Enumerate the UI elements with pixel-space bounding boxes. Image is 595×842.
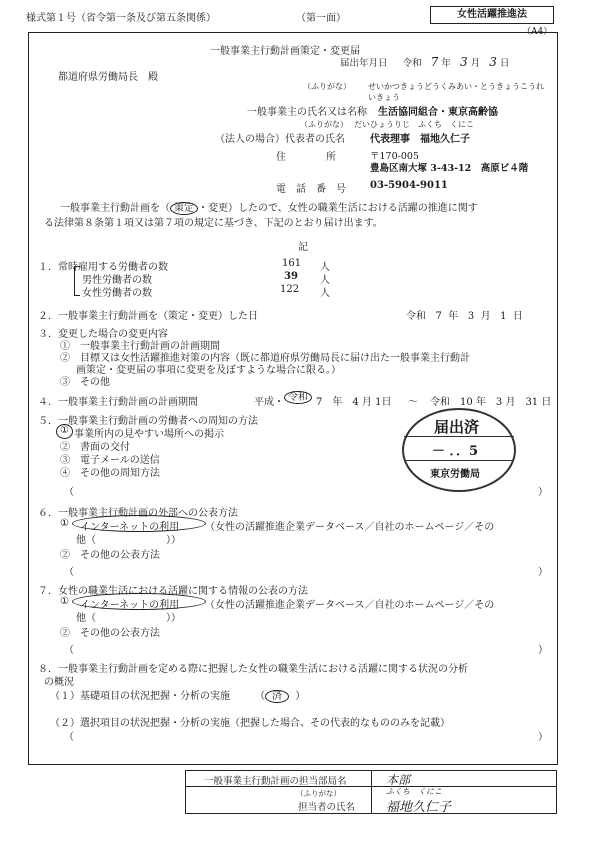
sec5-open-paren: （ <box>64 487 74 498</box>
intro-line-1 <box>60 199 478 215</box>
submit-date-year: 7 <box>430 55 439 69</box>
sec8-item1-value: 済 <box>265 690 289 703</box>
contact-name: 福地久仁子 <box>386 800 452 815</box>
sec2-d: 日 <box>512 311 523 322</box>
sec4-era1: 平成・ <box>254 397 284 408</box>
sec5-item3: ③ 電子メールの送信 <box>60 455 160 466</box>
sec2-month: 3 <box>467 311 475 322</box>
sec4-start: 7 年 4 月 1日 <box>316 397 392 408</box>
sec6-item1-no: ① <box>60 518 69 529</box>
sec8-open-paren: （ <box>64 732 74 743</box>
intro-line-2: る法律第８条第１項又は第７項の規定に基づき、下記のとおり届け出ます。 <box>44 218 383 229</box>
sec2-day: 1 <box>500 311 507 322</box>
sec2-m: 月 <box>480 311 491 322</box>
sec7-item1-other: 他（ ）） <box>76 613 181 624</box>
rep-kana: だいひょうりじ ふくち くにこ <box>354 120 474 129</box>
stamp-top-text: 届出済 <box>434 418 480 436</box>
sec7-open-paren: （ <box>64 645 74 656</box>
sec6-label: ６．一般事業主行動計画の外部への公表方法 <box>38 508 238 519</box>
sec6-item1: インターネットの利用 <box>80 522 180 533</box>
sec8-label: ８．一般事業主行動計画を定める際に把握した女性の職業生活における活躍に関する状況の分析 <box>38 664 468 675</box>
sec2-date <box>406 307 523 322</box>
stamp-bottom-text: 東京労働局 <box>430 469 480 480</box>
contact-table <box>185 770 557 814</box>
stamp-line-bottom <box>404 460 514 461</box>
sec1-label: １．常時雇用する労働者の数 <box>38 262 168 273</box>
rep-label: （法人の場合）代表者の氏名 <box>215 134 345 145</box>
submit-date-d: 日 <box>499 58 510 69</box>
choice-selected: 策定 <box>170 202 198 215</box>
sec4-era2 <box>284 391 312 404</box>
sec5-item1: 事業所内の見やすい場所への掲示 <box>74 429 224 440</box>
phone-number: 03-5904-9011 <box>370 180 448 191</box>
sec5-close-paren: ） <box>538 487 548 498</box>
dept-value: 本部 <box>386 773 411 787</box>
sec8-label-cont: の概況 <box>44 677 74 688</box>
sec7-label: ７．女性の職業生活における活躍に関する情報の公表の方法 <box>38 586 308 597</box>
sec6-item1-rest: （女性の活躍推進企業データベース／自社のホームページ／その <box>205 522 495 533</box>
submit-date-month: 3 <box>459 55 468 69</box>
sec3-item2: ② 目標又は女性活躍推進対策の内容（既に都道府県労働局長に届け出た一般事業主行動計 <box>60 353 470 364</box>
sec6-item1-other: 他（ ）） <box>76 535 181 546</box>
sec2-label: ２．一般事業主行動計画を（策定・変更）した日 <box>38 311 258 322</box>
sec5-item1-no: ① <box>60 425 69 436</box>
sec7-item2: ② その他の公表方法 <box>60 628 160 639</box>
recipient: 都道府県労働局長 殿 <box>58 72 158 83</box>
sec2-y: 年 <box>448 311 459 322</box>
female-label: 女性労働者の数 <box>82 288 152 299</box>
name-kana-label: （ふりがな） <box>303 82 351 91</box>
sec6-item2: ② その他の公表方法 <box>60 550 160 561</box>
contact-kana-label: （ふりがな） <box>296 789 341 798</box>
contact-kana: ふくち くにこ <box>386 787 442 796</box>
rep-kana-label: （ふりがな） <box>300 120 348 129</box>
sec6-close-paren: ） <box>538 567 548 578</box>
sec1-unit-male: 人 <box>320 275 330 286</box>
female-count: 122 <box>280 284 300 295</box>
name-kana: せいかつきょうどうくみあい・とうきょうこうれいきょう <box>368 82 544 102</box>
sec8-item1-label: （１）基礎項目の状況把握・分析の実施 （ <box>50 691 265 702</box>
sec5-item2: ② 書面の交付 <box>60 442 130 453</box>
sec2-era: 令和 <box>406 311 426 322</box>
sec4-tilde: 〜 <box>408 397 418 408</box>
submit-date-label: 届出年月日 <box>340 58 388 69</box>
form-number: 様式第１号（省令第一条及び第五条関係） <box>26 13 216 24</box>
sec8-item1-close: ） <box>295 691 306 702</box>
worker-brace <box>74 266 80 296</box>
sec1-unit-female: 人 <box>320 288 330 299</box>
sec4-end: 令和 10 年 3 月 31 日 <box>430 397 552 408</box>
sec5-label: ５．一般事業主行動計画の労働者への周知の方法 <box>38 416 258 427</box>
sec8-item2: （２）選択項目の状況把握・分析の実施（把握した場合、その代表的なもののみを記載） <box>50 718 450 729</box>
contact-table-divider <box>371 771 372 813</box>
dept-label: 一般事業主行動計画の担当部局名 <box>204 776 347 787</box>
submit-date-y: 年 <box>441 58 451 69</box>
ki-label: 記 <box>298 242 308 253</box>
stamp-date: － ．．5 <box>432 444 479 459</box>
sec5-item4: ④ その他の周知方法 <box>60 468 160 479</box>
sec7-close-paren: ） <box>538 645 548 656</box>
male-label: 男性労働者の数 <box>82 275 152 286</box>
law-tag: 女性活躍推進法 <box>430 6 554 24</box>
sec4-label: ４．一般事業主行動計画の計画期間 <box>38 397 198 408</box>
submit-date <box>340 55 509 69</box>
male-count: 39 <box>284 271 298 282</box>
side-label: （第一面） <box>296 13 346 24</box>
intro-pre: 一般事業主行動計画を <box>60 203 160 214</box>
submit-date-day: 3 <box>489 55 497 69</box>
sec3-item3: ③ その他 <box>60 377 110 388</box>
received-stamp <box>402 408 516 492</box>
sec8-close-paren: ） <box>538 732 548 743</box>
name-label: 一般事業主の氏名又は名称 <box>247 107 367 118</box>
rep-name: 代表理事 福地久仁子 <box>370 134 470 145</box>
sec1-unit-total: 人 <box>320 262 330 273</box>
sec2-year: 7 <box>435 311 442 322</box>
contact-name-label: 担当者の氏名 <box>298 802 356 813</box>
sec4-era2-selected: 令和 <box>284 391 312 404</box>
phone-label: 電 話 番 号 <box>276 184 346 195</box>
applicant-name: 生活協同組合・東京高齢協 <box>378 107 498 118</box>
intro-open: （ <box>160 203 170 214</box>
sec1-total: 161 <box>282 258 302 269</box>
paper-size: （A4） <box>522 27 553 37</box>
sec7-item1: インターネットの利用 <box>80 600 180 611</box>
sec3-item2-cont: 画策定・変更届の事項に変更を及ぼすような場合に限る。） <box>76 365 341 376</box>
intro-rest: ・変更）したので、女性の職業生活における活躍の推進に関す <box>198 203 478 214</box>
sec7-item1-no: ① <box>60 596 69 607</box>
submit-date-m: 月 <box>470 58 481 69</box>
sec3-item1: ① 一般事業主行動計画の計画期間 <box>60 341 220 352</box>
sec6-open-paren: （ <box>64 567 74 578</box>
sec7-item1-rest: （女性の活躍推進企業データベース／自社のホームページ／その <box>205 600 495 611</box>
sec8-item1 <box>50 687 305 703</box>
address: 豊島区南大塚 3-43-12 高原ビ４階 <box>370 163 529 174</box>
submit-date-era: 令和 <box>402 58 422 69</box>
address-label: 住 所 <box>276 152 336 163</box>
sec3-label: ３．変更した場合の変更内容 <box>38 329 168 340</box>
form-title: 一般事業主行動計画策定・変更届 <box>210 46 360 57</box>
postal-code: 〒170-005 <box>370 151 419 162</box>
